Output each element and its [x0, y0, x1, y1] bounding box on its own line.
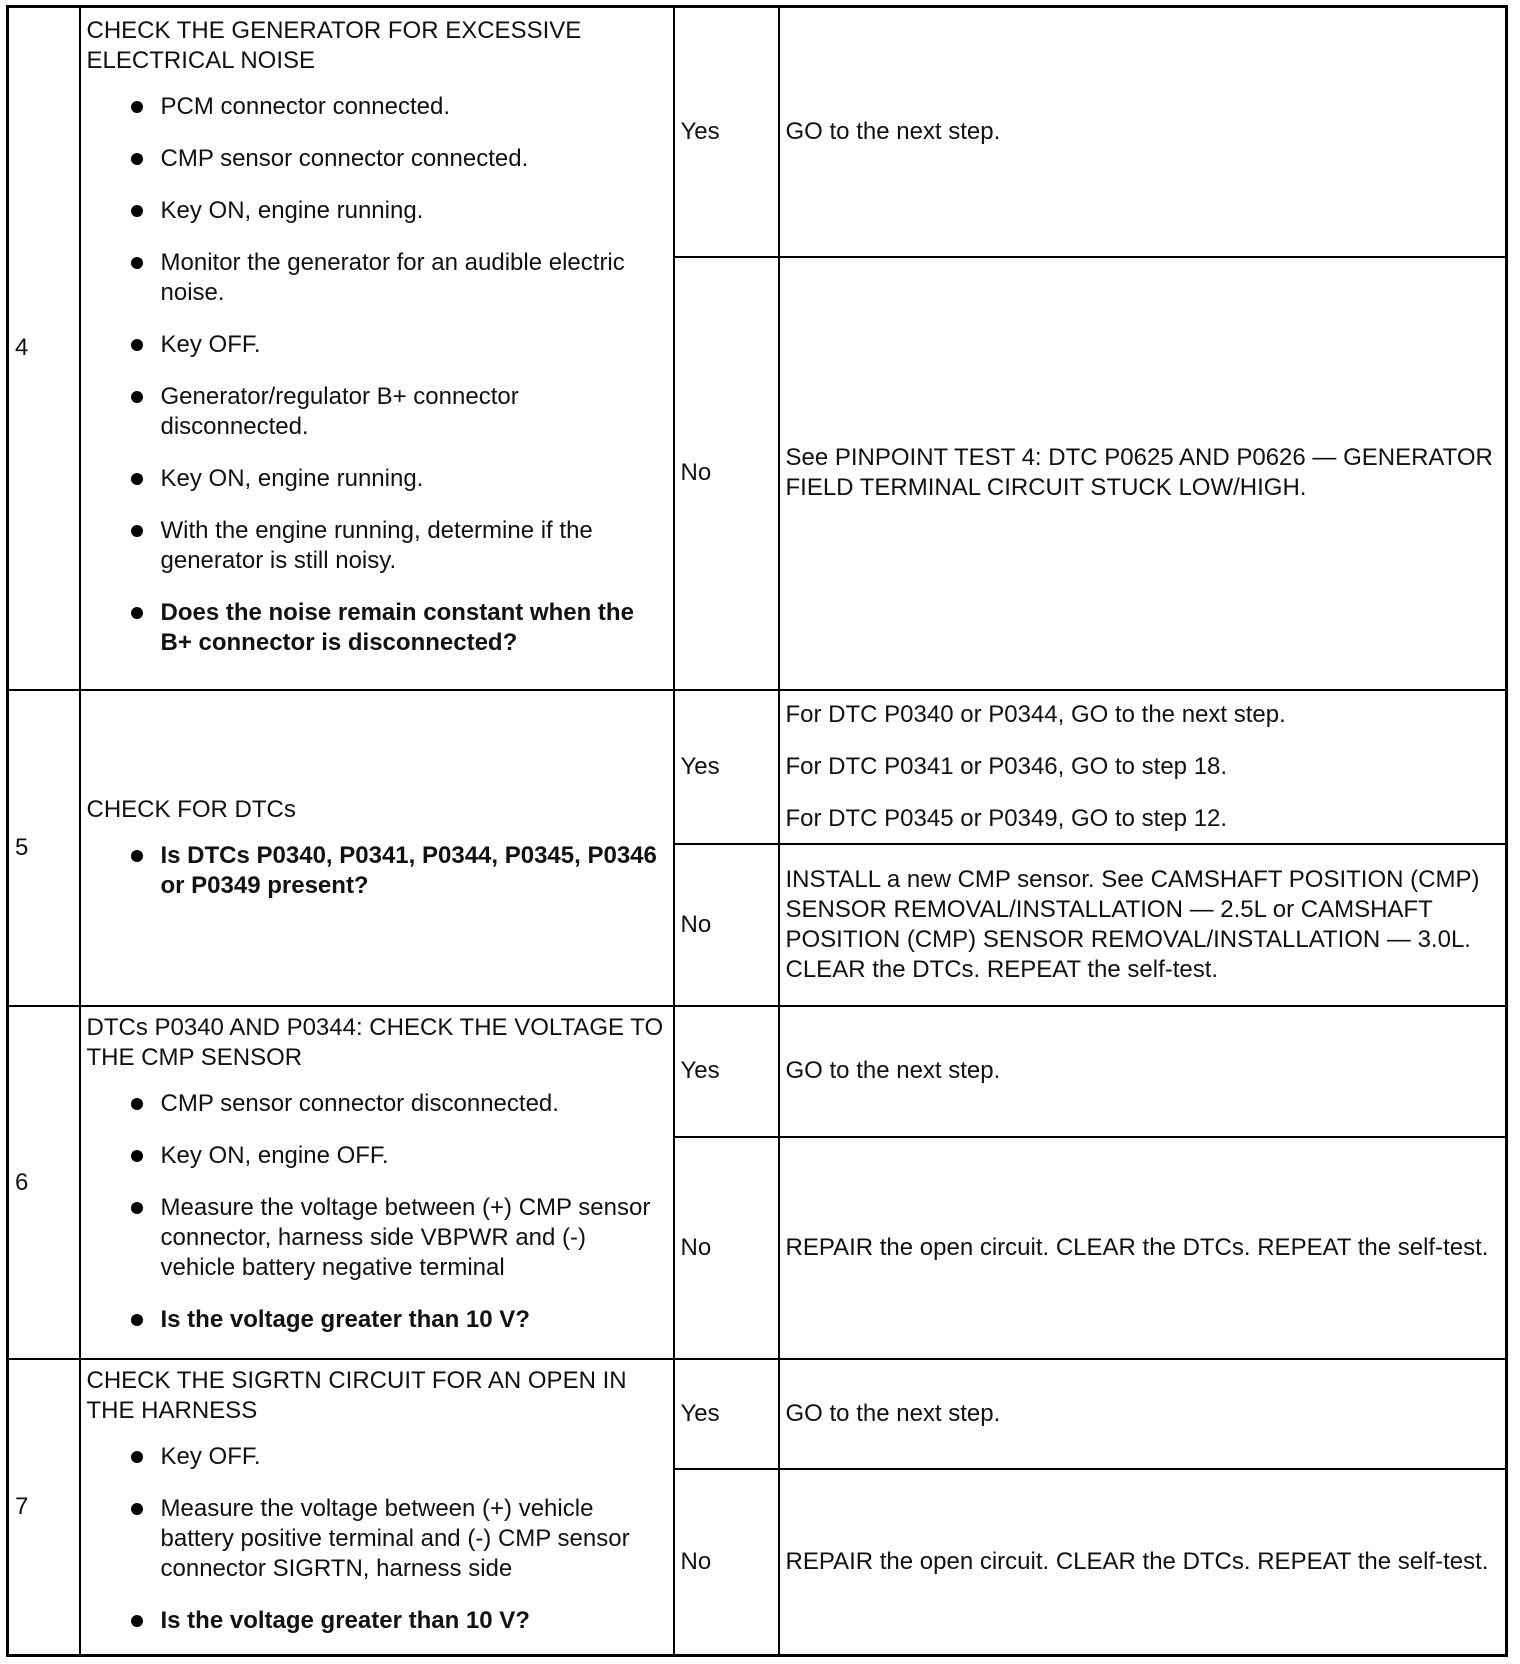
step-bullet-list	[87, 1089, 667, 1335]
step-row-7-yes	[8, 1359, 1507, 1469]
step-action-cell	[80, 690, 674, 1007]
step-bullet: Measure the voltage between (+) CMP sensor connector, harness side VBPWR and (-) vehicle battery negative terminal	[87, 1193, 667, 1283]
step-bullet: With the engine running, determine if the generator is still noisy.	[87, 516, 667, 576]
step-bullet: Key OFF.	[87, 330, 667, 360]
step-number: 7	[8, 1359, 80, 1656]
result-no-action: REPAIR the open circuit. CLEAR the DTCs. REPEAT the self-test.	[779, 1137, 1507, 1359]
result-no-label: No	[674, 257, 779, 690]
result-yes-label: Yes	[674, 690, 779, 844]
step-number: 5	[8, 690, 80, 1007]
result-yes-action	[779, 690, 1507, 844]
result-no-label: No	[674, 1469, 779, 1655]
result-no-label: No	[674, 844, 779, 1006]
result-no-label: No	[674, 1137, 779, 1359]
result-yes-action: GO to the next step.	[779, 1359, 1507, 1469]
step-action-cell	[80, 7, 674, 690]
step-question: Is the voltage greater than 10 V?	[87, 1305, 667, 1335]
step-bullet: PCM connector connected.	[87, 92, 667, 122]
step-bullet: Key ON, engine OFF.	[87, 1141, 667, 1171]
result-yes-action: GO to the next step.	[779, 7, 1507, 257]
result-yes-label: Yes	[674, 7, 779, 257]
result-yes-label: Yes	[674, 1006, 779, 1136]
step-action-cell	[80, 1359, 674, 1656]
result-no-action: INSTALL a new CMP sensor. See CAMSHAFT POSITION (CMP) SENSOR REMOVAL/INSTALLATION — 2.5L or CAMSHAFT POSITION (CMP) SENSOR REMOVAL/INSTALLATION — 3.0L. CLEAR the DTCs. REPEAT the self-test.	[779, 844, 1507, 1006]
step-bullet-list	[87, 92, 667, 658]
step-title: CHECK THE SIGRTN CIRCUIT FOR AN OPEN IN THE HARNESS	[86, 1366, 627, 1424]
step-row-4-yes	[8, 7, 1507, 257]
step-bullet: Key ON, engine running.	[87, 464, 667, 494]
step-title: DTCs P0340 AND P0344: CHECK THE VOLTAGE TO THE CMP SENSOR	[86, 1014, 664, 1072]
result-no-action: See PINPOINT TEST 4: DTC P0625 AND P0626 — GENERATOR FIELD TERMINAL CIRCUIT STUCK LOW/HIGH.	[779, 257, 1507, 690]
step-number: 6	[8, 1006, 80, 1359]
step-bullet-list	[87, 841, 667, 901]
step-bullet: Key OFF.	[87, 1442, 667, 1472]
result-yes-action: GO to the next step.	[779, 1006, 1507, 1136]
diagnostic-table	[6, 5, 1508, 1657]
result-yes-label: Yes	[674, 1359, 779, 1469]
step-bullet: CMP sensor connector disconnected.	[87, 1089, 667, 1119]
step-question: Is DTCs P0340, P0341, P0344, P0345, P0346 or P0349 present?	[87, 841, 667, 901]
result-no-action: REPAIR the open circuit. CLEAR the DTCs. REPEAT the self-test.	[779, 1469, 1507, 1655]
step-question: Is the voltage greater than 10 V?	[87, 1606, 667, 1636]
step-bullet: Measure the voltage between (+) vehicle battery positive terminal and (-) CMP sensor connector SIGRTN, harness side	[87, 1494, 667, 1584]
step-row-6-yes	[8, 1006, 1507, 1136]
step-bullet-list	[87, 1442, 667, 1636]
step-row-5-yes	[8, 690, 1507, 844]
step-bullet: Generator/regulator B+ connector disconnected.	[87, 382, 667, 442]
step-title: CHECK FOR DTCs	[86, 796, 296, 823]
step-question: Does the noise remain constant when the B+ connector is disconnected?	[87, 598, 667, 658]
step-action-cell	[80, 1006, 674, 1359]
step-bullet: Monitor the generator for an audible electric noise.	[87, 248, 667, 308]
result-yes-action-line: For DTC P0345 or P0349, GO to step 12.	[785, 804, 1228, 832]
result-yes-action-line: For DTC P0341 or P0346, GO to step 18.	[785, 752, 1228, 780]
step-bullet: Key ON, engine running.	[87, 196, 667, 226]
step-bullet: CMP sensor connector connected.	[87, 144, 667, 174]
result-yes-action-line: For DTC P0340 or P0344, GO to the next step.	[785, 700, 1286, 728]
step-number: 4	[8, 7, 80, 690]
step-title: CHECK THE GENERATOR FOR EXCESSIVE ELECTRICAL NOISE	[86, 17, 582, 74]
